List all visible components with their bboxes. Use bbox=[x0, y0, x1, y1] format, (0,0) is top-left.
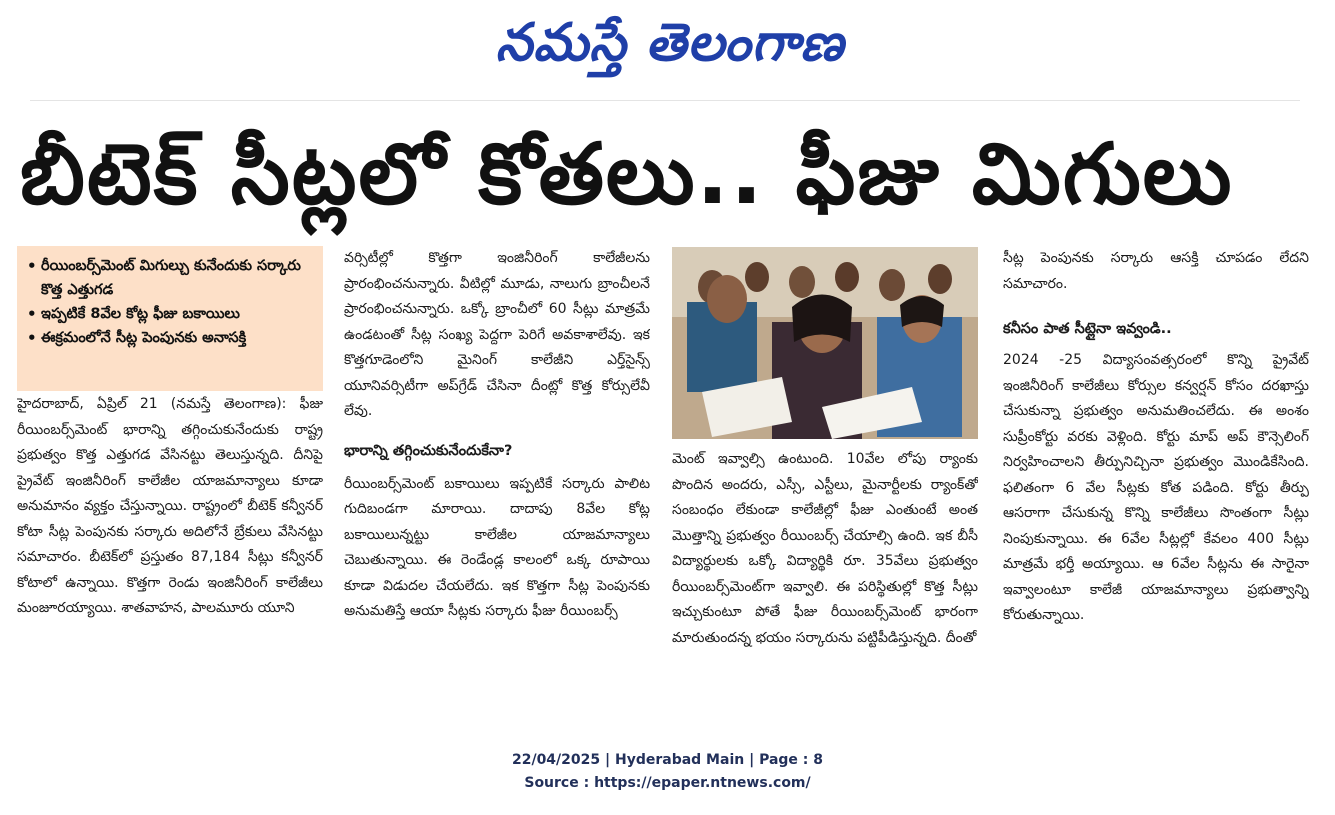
article-column-4 bbox=[1003, 246, 1309, 724]
highlight-text: ఈక్రమంలోనే సీట్ల పెంపునకు అనాసక్తి bbox=[41, 330, 247, 346]
article-column-2 bbox=[344, 246, 650, 724]
newspaper-masthead: నమస్తే తెలంగాణ bbox=[495, 12, 845, 73]
column-text: 2024 -25 విద్యాసంవత్సరంలో కొన్ని ప్రైవేట్ ఇంజినీరింగ్ కాలేజీలు కోర్సుల కన్వర్షన్ కోసం దరఖాస్తు చేసుకున్నా ప్రభుత్వం అనుమతించలేదు. ఈ అంశం సుప్రీంకోర్టు వరకు వెళ్లింది. కోర్టు మాప్ అప్ కౌన్సెలింగ్ నిర్వహించాలని తీర్పునిచ్చినా ప్రభుత్వం మొండికేసింది. ఫలితంగా 6 వేల సీట్లకు కోత పడింది. కోర్టు తీర్పు ఆసరాగా చేసుకున్న కొన్ని కాలేజీలు సొంతంగా సీట్లు నింపుకున్నాయి. ఈ 6వేల సీట్లల్లో కేవలం 400 సీట్లు మాత్రమే భర్తీ అయ్యాయి. ఆ 6వేల సీట్లను ఈ సారైనా ఇవ్వాలంటూ కాలేజీ యాజమాన్యాలు ప్రభుత్వాన్ని కోరుతున్నాయి. bbox=[1003, 352, 1309, 623]
footer-dateline: 22/04/2025 | Hyderabad Main | Page : 8 bbox=[511, 752, 824, 768]
footer-source: Source : https://epaper.ntnews.com/ bbox=[524, 775, 811, 791]
column-text: వర్సిటీల్లో కొత్తగా ఇంజినీరింగ్ కాలేజీలను ప్రారంభించనున్నారు. వీటిల్లో మూడు, నాలుగు బ్రాంచీలనే ప్రారంభించనున్నారు. ఒక్కో బ్రాంచీలో 60 సీట్లు మాత్రమే ఉండటంతో సీట్ల సంఖ్య పెద్దగా పెరిగే అవకాశాలేవు. ఇక కొత్తగూడెంలోని మైనింగ్ కాలేజీని ఎర్త్‌సైన్స్ యూనివర్సిటీగా అప్‌గ్రేడ్ చేసినా దీంట్లో కొత్త కోర్సులేవీ లేవు. bbox=[344, 250, 650, 419]
students-exam-photo bbox=[672, 247, 978, 439]
masthead-divider bbox=[30, 100, 1300, 101]
students-photo-illustration bbox=[672, 247, 978, 439]
article-headline: బీటెక్ సీట్లలో కోతలు.. ఫీజు మిగులు bbox=[20, 125, 1234, 223]
highlight-item bbox=[27, 326, 317, 350]
bullet-icon: • bbox=[27, 257, 37, 275]
column-text: హైదరాబాద్, ఏప్రిల్ 21 (నమస్తే తెలంగాణ): ఫీజు రీయింబర్స్‌మెంట్ భారాన్ని తగ్గించుకునేందుకు రాష్ట్ర ప్రభుత్వం కొత్త ఎత్తుగడ వేసినట్టు తెలుస్తున్నది. దీనిపై ప్రైవేట్ ఇంజినీరింగ్ కాలేజీల యాజమాన్యాలు కూడా అనుమానం వ్యక్తం చేస్తున్నాయి. రాష్ట్రంలో బీటెక్ కన్వీనర్ కోటా సీట్ల పెంపునకు సర్కారు అదిలోనే బ్రేకులు వేసినట్టు సమాచారం. బీటెక్‌లో ప్రస్తుతం 87,184 సీట్లు కన్వీనర్ కోటాలో ఉన్నాయి. కొత్తగా రెండు ఇంజినీరింగ్ కాలేజీలు మంజూరయ్యాయి. శాతవాహన, పాలమూరు యూని bbox=[17, 396, 323, 616]
column-text: రీయింబర్స్‌మెంట్ బకాయిలు ఇప్పటికే సర్కారు పాలిట గుదిబండగా మారాయి. దాదాపు 8వేల కోట్ల బకాయిలున్నట్టు కాలేజీల యాజమాన్యాలు చెబుతున్నాయి. ఈ రెండేండ్ల కాలంలో ఒక్క రూపాయి కూడా విడుదల చేయలేదు. ఇక కొత్తగా సీట్ల పెంపునకు అనుమతిస్తే ఆయా సీట్లకు సర్కారు ఫీజు రీయింబర్స్ bbox=[344, 475, 650, 619]
section-subhead: కనీసం పాత సీట్లైనా ఇవ్వండి.. bbox=[1003, 321, 1172, 337]
highlights-box bbox=[17, 246, 323, 391]
article-column-3 bbox=[672, 447, 978, 725]
highlight-item bbox=[27, 254, 317, 302]
column-text: సీట్ల పెంపునకు సర్కారు ఆసక్తి చూపడం లేదని సమాచారం. bbox=[1003, 250, 1309, 292]
column-text: మెంట్ ఇవ్వాల్సి ఉంటుంది. 10వేల లోపు ర్యాంకు పొందిన అందరు, ఎస్సీ, ఎస్టీలు, మైనార్టీలకు ర్యాంక్‌తో సంబంధం లేకుండా కాలేజీల్లో ఫీజు ఎంతుంటే అంత మొత్తాన్ని ప్రభుత్వం రీయింబర్స్ చేయాల్సి ఉంది. ఇక బీసీ విద్యార్థులకు ఒక్కో విద్యార్థికి రూ. 35వేలు ప్రభుత్వం రీయింబర్స్‌మెంట్‌గా ఇవ్వాలి. ఈ పరిస్థితుల్లో కొత్త సీట్లు ఇచ్చుకుంటూ పోతే ఫీజు రీయింబర్స్‌మెంట్ భారంగా మారుతుందన్న భయం సర్కారును పట్టిపీడిస్తున్నది. దీంతో bbox=[672, 451, 978, 646]
section-subhead: భారాన్ని తగ్గించుకునేందుకేనా? bbox=[344, 442, 513, 459]
bullet-icon: • bbox=[27, 329, 37, 347]
highlight-text: ఇప్పటికే 8వేల కోట్ల ఫీజు బకాయిలు bbox=[41, 306, 240, 322]
bullet-icon: • bbox=[27, 305, 37, 323]
article-column-1 bbox=[17, 392, 323, 722]
highlight-text: రీయింబర్స్‌మెంట్ మిగుల్చు కునేందుకు సర్కారు కొత్త ఎత్తుగడ bbox=[41, 258, 301, 298]
highlight-item bbox=[27, 302, 317, 326]
